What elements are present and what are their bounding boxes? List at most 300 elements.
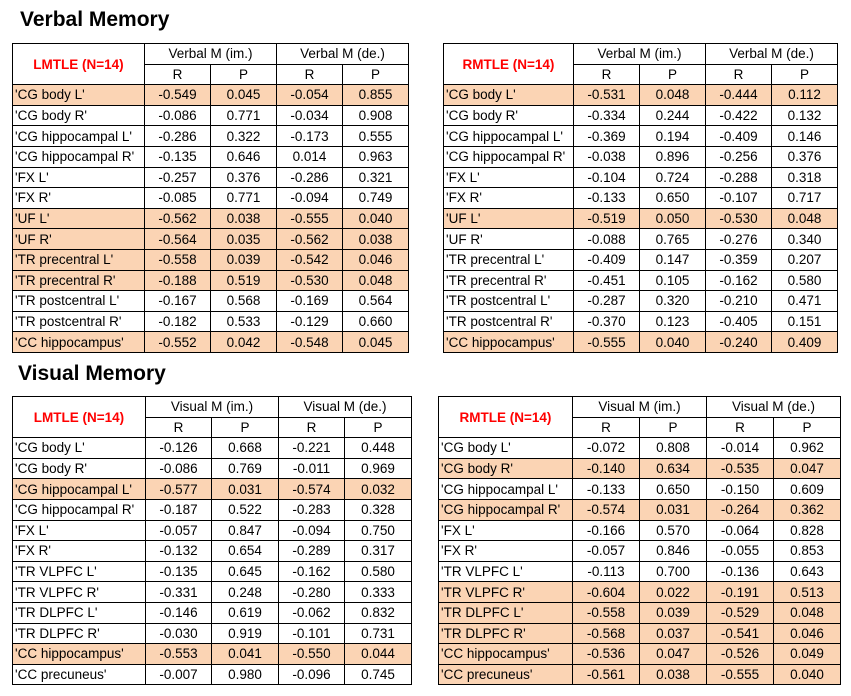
table-row xyxy=(439,499,841,520)
value-cell: 0.619 xyxy=(212,602,279,623)
value-cell: 0.040 xyxy=(774,664,841,685)
value-cell: 0.046 xyxy=(343,249,409,270)
value-cell: 0.376 xyxy=(211,167,277,188)
value-cell: 0.522 xyxy=(212,499,279,520)
table-row xyxy=(13,332,409,353)
value-cell: -0.405 xyxy=(706,311,772,332)
value-cell: 0.962 xyxy=(774,438,841,459)
value-cell: -0.169 xyxy=(277,291,343,312)
value-cell: -0.555 xyxy=(277,208,343,229)
value-cell: -0.286 xyxy=(277,167,343,188)
table-row xyxy=(13,458,412,479)
row-label: 'UF L' xyxy=(444,208,574,229)
value-cell: -0.331 xyxy=(146,582,212,603)
row-label: 'CG body L' xyxy=(444,85,574,106)
row-label: 'CC hippocampus' xyxy=(439,644,573,665)
value-cell: 0.919 xyxy=(212,623,279,644)
value-cell: 0.847 xyxy=(212,520,279,541)
value-cell: -0.288 xyxy=(706,167,772,188)
value-cell: -0.162 xyxy=(706,270,772,291)
value-cell: -0.558 xyxy=(573,602,640,623)
value-cell: 0.038 xyxy=(343,229,409,250)
value-cell: -0.526 xyxy=(707,644,774,665)
row-label: 'TR precentral L' xyxy=(444,249,574,270)
table-row xyxy=(439,664,841,685)
value-cell: 0.321 xyxy=(343,167,409,188)
value-cell: -0.162 xyxy=(279,561,345,582)
value-cell: -0.549 xyxy=(145,85,211,106)
group-title: RMTLE (N=14) xyxy=(444,44,574,85)
value-cell: -0.132 xyxy=(146,541,212,562)
value-cell: -0.548 xyxy=(277,332,343,353)
value-cell: 0.320 xyxy=(640,291,706,312)
table-row xyxy=(439,582,841,603)
value-cell: 0.963 xyxy=(343,146,409,167)
value-cell: 0.646 xyxy=(211,146,277,167)
value-cell: 0.045 xyxy=(211,85,277,106)
value-cell: -0.182 xyxy=(145,311,211,332)
value-cell: -0.542 xyxy=(277,249,343,270)
table-row xyxy=(444,249,838,270)
header-row-groups xyxy=(444,44,838,65)
row-label: 'FX R' xyxy=(13,188,145,209)
value-cell: 0.046 xyxy=(774,623,841,644)
table-row xyxy=(444,332,838,353)
value-cell: -0.558 xyxy=(145,249,211,270)
value-cell: 0.123 xyxy=(640,311,706,332)
value-cell: -0.555 xyxy=(574,332,640,353)
row-label: 'TR postcentral L' xyxy=(13,291,145,312)
value-cell: -0.126 xyxy=(146,438,212,459)
value-cell: 0.745 xyxy=(345,664,412,685)
value-cell: -0.552 xyxy=(145,332,211,353)
column-group-header: Visual M (de.) xyxy=(707,397,841,418)
table-row xyxy=(439,479,841,500)
value-cell: -0.369 xyxy=(574,126,640,147)
value-cell: 0.580 xyxy=(772,270,838,291)
value-cell: -0.113 xyxy=(573,561,640,582)
value-cell: 0.771 xyxy=(211,105,277,126)
value-cell: 0.724 xyxy=(640,167,706,188)
value-cell: -0.555 xyxy=(707,664,774,685)
table-row xyxy=(13,208,409,229)
row-label: 'TR precentral R' xyxy=(444,270,574,291)
row-label: 'FX R' xyxy=(439,541,573,562)
value-cell: -0.107 xyxy=(706,188,772,209)
sub-header: R xyxy=(146,417,212,438)
row-label: 'UF R' xyxy=(13,229,145,250)
sub-header: P xyxy=(211,64,277,85)
table-row xyxy=(13,520,412,541)
value-cell: -0.541 xyxy=(707,623,774,644)
value-cell: 0.105 xyxy=(640,270,706,291)
value-cell: 0.634 xyxy=(640,458,707,479)
value-cell: 0.765 xyxy=(640,229,706,250)
value-cell: -0.088 xyxy=(574,229,640,250)
value-cell: -0.064 xyxy=(707,520,774,541)
table-row xyxy=(444,167,838,188)
value-cell: -0.167 xyxy=(145,291,211,312)
value-cell: -0.101 xyxy=(279,623,345,644)
value-cell: -0.014 xyxy=(707,438,774,459)
value-cell: 0.513 xyxy=(774,582,841,603)
value-cell: 0.022 xyxy=(640,582,707,603)
table-row xyxy=(444,146,838,167)
value-cell: -0.519 xyxy=(574,208,640,229)
value-cell: -0.094 xyxy=(279,520,345,541)
row-label: 'UF R' xyxy=(444,229,574,250)
value-cell: -0.221 xyxy=(279,438,345,459)
value-cell: 0.322 xyxy=(211,126,277,147)
value-cell: -0.422 xyxy=(706,105,772,126)
value-cell: 0.533 xyxy=(211,311,277,332)
value-cell: 0.832 xyxy=(345,602,412,623)
row-label: 'TR postcentral R' xyxy=(13,311,145,332)
value-cell: 0.568 xyxy=(211,291,277,312)
sub-header: R xyxy=(277,64,343,85)
table-row xyxy=(13,644,412,665)
value-cell: -0.062 xyxy=(279,602,345,623)
value-cell: 0.244 xyxy=(640,105,706,126)
value-cell: -0.564 xyxy=(145,229,211,250)
table-row xyxy=(13,146,409,167)
table-row xyxy=(439,561,841,582)
value-cell: -0.086 xyxy=(145,105,211,126)
value-cell: 0.207 xyxy=(772,249,838,270)
table-row xyxy=(13,499,412,520)
visual-rmtle-table xyxy=(438,396,841,685)
table-row xyxy=(13,582,412,603)
value-cell: 0.660 xyxy=(343,311,409,332)
value-cell: 0.908 xyxy=(343,105,409,126)
value-cell: 0.448 xyxy=(345,438,412,459)
value-cell: 0.050 xyxy=(640,208,706,229)
row-label: 'TR postcentral L' xyxy=(444,291,574,312)
row-label: 'CG body R' xyxy=(439,458,573,479)
value-cell: 0.808 xyxy=(640,438,707,459)
row-label: 'TR DLPFC L' xyxy=(439,602,573,623)
row-label: 'TR postcentral R' xyxy=(444,311,574,332)
value-cell: 0.650 xyxy=(640,188,706,209)
value-cell: -0.531 xyxy=(574,85,640,106)
value-cell: 0.038 xyxy=(211,208,277,229)
table-row xyxy=(13,167,409,188)
value-cell: -0.370 xyxy=(574,311,640,332)
table-row xyxy=(13,541,412,562)
row-label: 'TR precentral R' xyxy=(13,270,145,291)
value-cell: 0.317 xyxy=(345,541,412,562)
value-cell: 0.643 xyxy=(774,561,841,582)
value-cell: 0.853 xyxy=(774,541,841,562)
sub-header: P xyxy=(345,417,412,438)
row-label: 'TR VLPFC L' xyxy=(439,561,573,582)
row-label: 'FX R' xyxy=(13,541,146,562)
visual-memory-title: Visual Memory xyxy=(18,362,166,385)
table-row xyxy=(13,438,412,459)
value-cell: -0.574 xyxy=(279,479,345,500)
value-cell: 0.048 xyxy=(772,208,838,229)
table-row xyxy=(13,270,409,291)
value-cell: -0.133 xyxy=(573,479,640,500)
row-label: 'CG body L' xyxy=(13,85,145,106)
value-cell: -0.150 xyxy=(707,479,774,500)
table-row xyxy=(444,85,838,106)
value-cell: 0.049 xyxy=(774,644,841,665)
table-row xyxy=(439,520,841,541)
row-label: 'CG hippocampal L' xyxy=(13,126,145,147)
value-cell: -0.057 xyxy=(146,520,212,541)
value-cell: -0.562 xyxy=(145,208,211,229)
value-cell: 0.717 xyxy=(772,188,838,209)
row-label: 'FX L' xyxy=(13,167,145,188)
value-cell: -0.530 xyxy=(706,208,772,229)
value-cell: -0.038 xyxy=(574,146,640,167)
value-cell: -0.011 xyxy=(279,458,345,479)
visual-lmtle-table xyxy=(12,396,412,685)
value-cell: 0.471 xyxy=(772,291,838,312)
value-cell: -0.530 xyxy=(277,270,343,291)
table-row xyxy=(444,126,838,147)
value-cell: 0.048 xyxy=(343,270,409,291)
value-cell: -0.135 xyxy=(145,146,211,167)
value-cell: -0.086 xyxy=(146,458,212,479)
value-cell: -0.574 xyxy=(573,499,640,520)
table-row xyxy=(13,602,412,623)
group-title: LMTLE (N=14) xyxy=(13,397,146,438)
value-cell: 0.668 xyxy=(212,438,279,459)
value-cell: -0.104 xyxy=(574,167,640,188)
value-cell: 0.040 xyxy=(343,208,409,229)
row-label: 'TR precentral L' xyxy=(13,249,145,270)
row-label: 'FX L' xyxy=(439,520,573,541)
table-row xyxy=(444,291,838,312)
row-label: 'TR VLPFC L' xyxy=(13,561,146,582)
value-cell: 0.846 xyxy=(640,541,707,562)
sub-header: P xyxy=(212,417,279,438)
value-cell: -0.451 xyxy=(574,270,640,291)
value-cell: 0.318 xyxy=(772,167,838,188)
value-cell: 0.376 xyxy=(772,146,838,167)
value-cell: -0.286 xyxy=(145,126,211,147)
value-cell: -0.604 xyxy=(573,582,640,603)
value-cell: -0.276 xyxy=(706,229,772,250)
value-cell: -0.256 xyxy=(706,146,772,167)
value-cell: 0.248 xyxy=(212,582,279,603)
value-cell: 0.555 xyxy=(343,126,409,147)
table-row xyxy=(444,105,838,126)
value-cell: -0.359 xyxy=(706,249,772,270)
sub-header: R xyxy=(573,417,640,438)
value-cell: -0.536 xyxy=(573,644,640,665)
row-label: 'CG hippocampal L' xyxy=(444,126,574,147)
verbal-lmtle-table xyxy=(12,43,409,353)
value-cell: 0.896 xyxy=(640,146,706,167)
row-label: 'CG hippocampal R' xyxy=(13,146,145,167)
verbal-rmtle-table xyxy=(443,43,838,353)
value-cell: -0.287 xyxy=(574,291,640,312)
table-row xyxy=(13,291,409,312)
value-cell: 0.047 xyxy=(774,458,841,479)
row-label: 'CG body R' xyxy=(444,105,574,126)
value-cell: 0.750 xyxy=(345,520,412,541)
table-row xyxy=(13,85,409,106)
column-group-header: Visual M (de.) xyxy=(279,397,412,418)
value-cell: -0.030 xyxy=(146,623,212,644)
value-cell: -0.561 xyxy=(573,664,640,685)
group-title: RMTLE (N=14) xyxy=(439,397,573,438)
table-row xyxy=(444,188,838,209)
sub-header: R xyxy=(145,64,211,85)
value-cell: 0.333 xyxy=(345,582,412,603)
row-label: 'CC hippocampus' xyxy=(13,332,145,353)
value-cell: -0.257 xyxy=(145,167,211,188)
value-cell: -0.240 xyxy=(706,332,772,353)
verbal-memory-title: Verbal Memory xyxy=(20,8,170,31)
table-row xyxy=(13,249,409,270)
row-label: 'CG hippocampal R' xyxy=(13,499,146,520)
column-group-header: Verbal M (de.) xyxy=(277,44,409,65)
column-group-header: Verbal M (im.) xyxy=(574,44,706,65)
value-cell: -0.136 xyxy=(707,561,774,582)
value-cell: -0.409 xyxy=(574,249,640,270)
table-row xyxy=(444,229,838,250)
value-cell: 0.731 xyxy=(345,623,412,644)
value-cell: 0.147 xyxy=(640,249,706,270)
table-row xyxy=(444,270,838,291)
table-row xyxy=(439,644,841,665)
row-label: 'CG hippocampal R' xyxy=(444,146,574,167)
column-group-header: Verbal M (de.) xyxy=(706,44,838,65)
value-cell: 0.044 xyxy=(345,644,412,665)
sub-header: P xyxy=(774,417,841,438)
value-cell: 0.045 xyxy=(343,332,409,353)
value-cell: -0.166 xyxy=(573,520,640,541)
value-cell: -0.529 xyxy=(707,602,774,623)
value-cell: 0.645 xyxy=(212,561,279,582)
table-row xyxy=(13,105,409,126)
sub-header: R xyxy=(707,417,774,438)
value-cell: -0.283 xyxy=(279,499,345,520)
column-group-header: Verbal M (im.) xyxy=(145,44,277,65)
row-label: 'CG hippocampal L' xyxy=(439,479,573,500)
value-cell: -0.187 xyxy=(146,499,212,520)
value-cell: 0.035 xyxy=(211,229,277,250)
row-label: 'CG body R' xyxy=(13,105,145,126)
value-cell: 0.580 xyxy=(345,561,412,582)
sub-header: R xyxy=(279,417,345,438)
value-cell: -0.085 xyxy=(145,188,211,209)
value-cell: 0.340 xyxy=(772,229,838,250)
value-cell: -0.034 xyxy=(277,105,343,126)
value-cell: -0.007 xyxy=(146,664,212,685)
sub-header: P xyxy=(640,417,707,438)
value-cell: -0.055 xyxy=(707,541,774,562)
table-row xyxy=(13,311,409,332)
header-row-groups xyxy=(439,397,841,418)
value-cell: 0.749 xyxy=(343,188,409,209)
value-cell: 0.048 xyxy=(640,85,706,106)
value-cell: -0.146 xyxy=(146,602,212,623)
header-row-groups xyxy=(13,397,412,418)
value-cell: 0.194 xyxy=(640,126,706,147)
value-cell: 0.038 xyxy=(640,664,707,685)
value-cell: 0.328 xyxy=(345,499,412,520)
value-cell: 0.031 xyxy=(640,499,707,520)
row-label: 'CG hippocampal R' xyxy=(439,499,573,520)
value-cell: 0.032 xyxy=(345,479,412,500)
value-cell: -0.094 xyxy=(277,188,343,209)
row-label: 'FX R' xyxy=(444,188,574,209)
row-label: 'FX L' xyxy=(13,520,146,541)
row-label: 'CG hippocampal L' xyxy=(13,479,146,500)
sub-header: P xyxy=(640,64,706,85)
value-cell: 0.040 xyxy=(640,332,706,353)
value-cell: -0.535 xyxy=(707,458,774,479)
value-cell: 0.047 xyxy=(640,644,707,665)
table-row xyxy=(13,664,412,685)
value-cell: -0.550 xyxy=(279,644,345,665)
column-group-header: Visual M (im.) xyxy=(146,397,279,418)
row-label: 'CG body L' xyxy=(439,438,573,459)
value-cell: 0.969 xyxy=(345,458,412,479)
table-row xyxy=(439,602,841,623)
value-cell: 0.042 xyxy=(211,332,277,353)
table-row xyxy=(13,188,409,209)
value-cell: 0.031 xyxy=(212,479,279,500)
value-cell: 0.771 xyxy=(211,188,277,209)
row-label: 'TR DLPFC L' xyxy=(13,602,146,623)
value-cell: 0.650 xyxy=(640,479,707,500)
value-cell: -0.173 xyxy=(277,126,343,147)
value-cell: -0.409 xyxy=(706,126,772,147)
row-label: 'FX L' xyxy=(444,167,574,188)
row-label: 'UF L' xyxy=(13,208,145,229)
value-cell: 0.039 xyxy=(211,249,277,270)
value-cell: 0.828 xyxy=(774,520,841,541)
value-cell: 0.362 xyxy=(774,499,841,520)
value-cell: -0.096 xyxy=(279,664,345,685)
value-cell: 0.609 xyxy=(774,479,841,500)
value-cell: -0.553 xyxy=(146,644,212,665)
row-label: 'TR VLPFC R' xyxy=(439,582,573,603)
column-group-header: Visual M (im.) xyxy=(573,397,707,418)
value-cell: 0.112 xyxy=(772,85,838,106)
value-cell: -0.133 xyxy=(574,188,640,209)
table-row xyxy=(439,623,841,644)
table-row xyxy=(439,541,841,562)
value-cell: -0.054 xyxy=(277,85,343,106)
value-cell: -0.135 xyxy=(146,561,212,582)
value-cell: -0.334 xyxy=(574,105,640,126)
row-label: 'CC hippocampus' xyxy=(444,332,574,353)
value-cell: 0.855 xyxy=(343,85,409,106)
value-cell: -0.210 xyxy=(706,291,772,312)
row-label: 'CC precuneus' xyxy=(13,664,146,685)
table-row xyxy=(439,438,841,459)
value-cell: -0.057 xyxy=(573,541,640,562)
sub-header: R xyxy=(706,64,772,85)
sub-header: P xyxy=(772,64,838,85)
sub-header: R xyxy=(574,64,640,85)
value-cell: -0.188 xyxy=(145,270,211,291)
value-cell: 0.037 xyxy=(640,623,707,644)
header-row-groups xyxy=(13,44,409,65)
value-cell: 0.564 xyxy=(343,291,409,312)
value-cell: 0.048 xyxy=(774,602,841,623)
row-label: 'CG body L' xyxy=(13,438,146,459)
table-row xyxy=(13,479,412,500)
value-cell: 0.700 xyxy=(640,561,707,582)
